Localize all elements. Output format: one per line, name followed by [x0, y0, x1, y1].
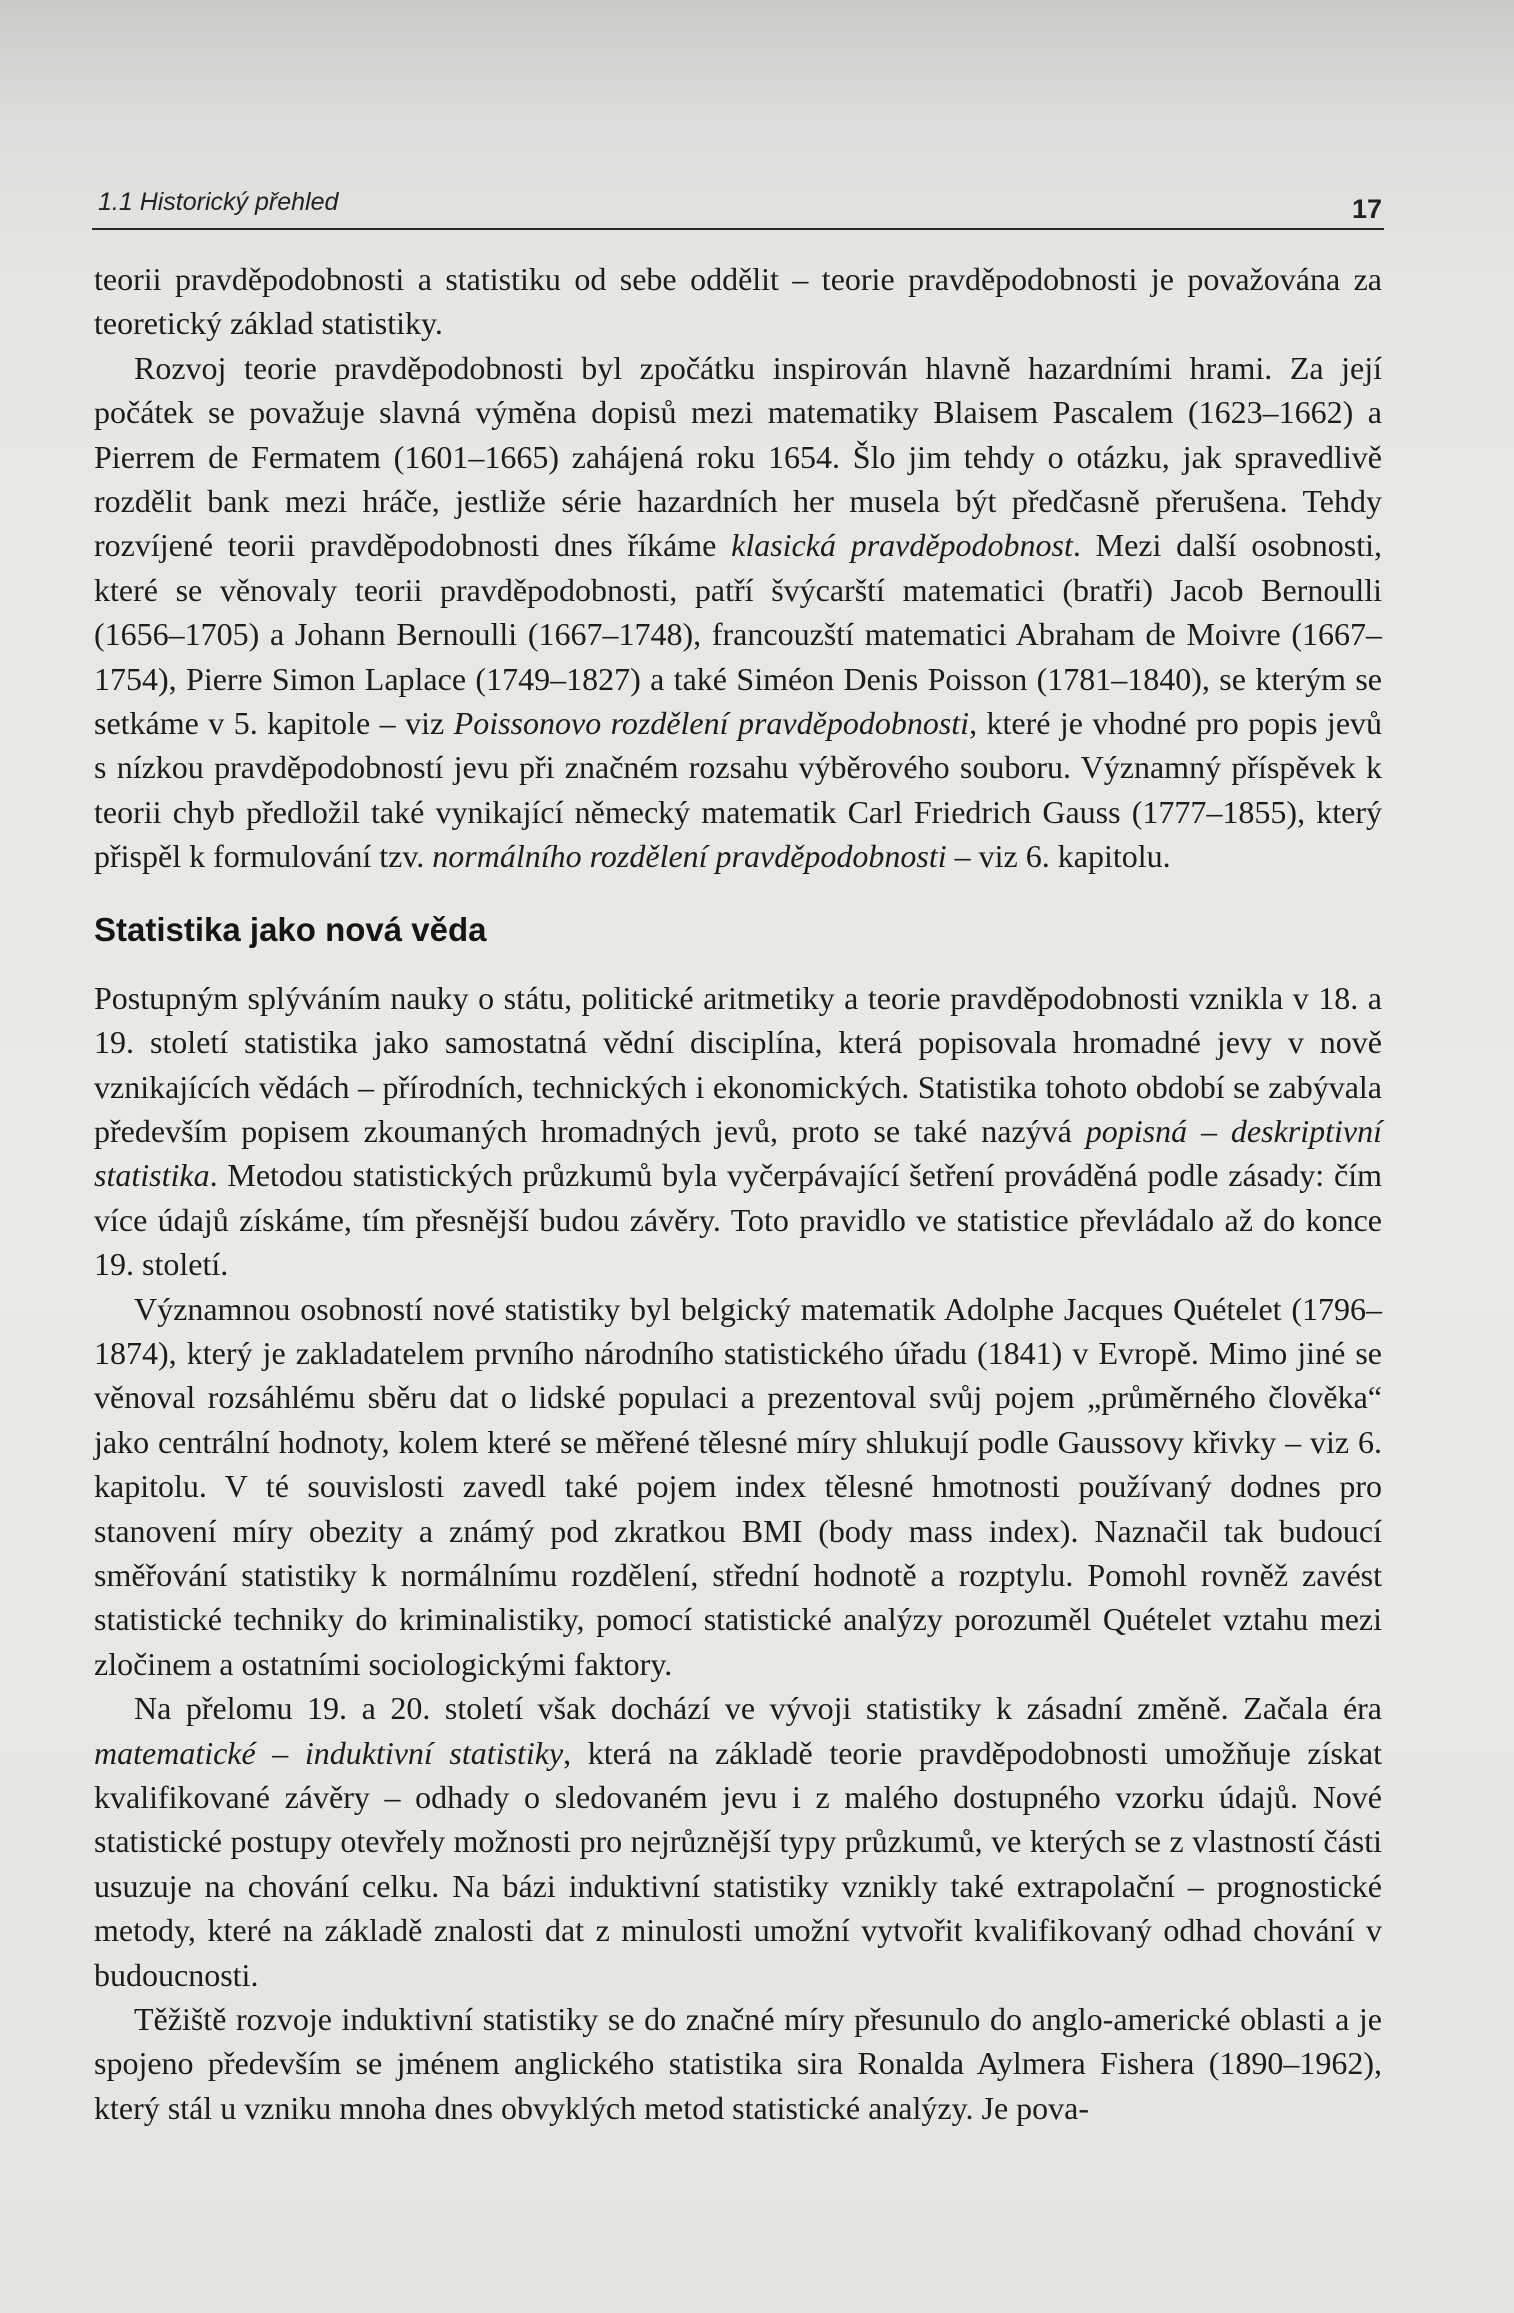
emphasized-term: matematické – induktivní statistiky [94, 1734, 564, 1771]
emphasized-term: popisná – deskriptivní statistika [94, 1112, 1383, 1194]
text-run: , která na základě teorie pravděpodobnosti umožňuje získat kvalifikované závěry – odhady o sledovaném jevu i z malého dostupného vzorku údajů. Nové statistické postupy otevřely možnosti pro nejrůznější typy průzkumů, ve kterých se z vlastností části usuzuje na chování celku. Na bázi induktivní statistiky vznikly také extrapolační – prognostické metody, které na základě znalosti dat z minulosti umožní vytvořit kvalifikovaný odhad chování v budoucnosti. [94, 1734, 1383, 1993]
section-heading: Statistika jako nová věda [94, 910, 487, 948]
running-header [92, 188, 1384, 230]
text-run: . Metodou statistických průzkumů byla vyčerpávající šetření prováděná podle zásady: čím více údajů získáme, tím přesnější budou závěry. Toto pravidlo ve statistice převládalo až do konce 19. století. [94, 1157, 1382, 1283]
page-number: 17 [1351, 194, 1382, 224]
paragraph-quetelet [94, 1287, 1382, 1687]
paragraph-continued [94, 257, 1382, 346]
section-title: 1.1 Historický přehled [98, 188, 339, 216]
text-run: Těžiště rozvoje induktivní statistiky se do značné míry přesunulo do anglo-americké oblasti a je spojeno především se jménem anglického statistika sira Ronalda Aylmera Fishera (1890–1962), který stál u vzniku mnoha dnes obvyklých metod statistické analýzy. Je pova- [94, 2001, 1382, 2126]
text-run: teorii pravděpodobnosti a statistiku od sebe oddělit – teorie pravděpodobnosti je považována za teoretický základ statistiky. [94, 261, 1382, 342]
text-run: Rozvoj teorie pravděpodobnosti byl zpočátku inspirován hlavně hazardními hrami. Za její počátek se považuje slavná výměna dopisů mezi matematiky Blaisem Pascalem (1623–1662) a Pierrem de Fermatem (1601–1665) zahájená roku 1654. Šlo jim tehdy o otázku, jak spravedlivě rozdělit bank mezi hráče, jestliže série hazardních her musela být předčasně přerušena. Tehdy rozvíjené teorii pravděpodobnosti dnes říkáme [94, 349, 1382, 564]
emphasized-term: klasická pravděpodobnost [731, 527, 1073, 564]
paragraph-inductive-statistics [94, 1686, 1382, 1997]
text-run: , které je vhodné pro popis jevů s nízkou pravděpodobností jevu při značném rozsahu výběrového souboru. Významný příspěvek k teorii chyb předložil také vynikající německý matematik Carl Friedrich Gauss (1777–1855), který přispěl k formulování tzv. [94, 705, 1383, 875]
paragraph-probability-history [94, 346, 1382, 879]
emphasized-term: Poissonovo rozdělení pravděpodobnosti [453, 705, 970, 742]
paragraph-fisher [94, 1997, 1382, 2130]
page-body [94, 257, 1382, 2130]
text-run: Významnou osobností nové statistiky byl belgický matematik Adolphe Jacques Quételet (1796–1874), který je zakladatelem prvního národního statistického úřadu (1841) v Evropě. Mimo jiné se věnoval rozsáhlému sběru dat o lidské populaci a prezentoval svůj pojem „průměrného člověka“ jako centrální hodnoty, kolem které se měřené tělesné míry shlukují podle Gaussovy křivky – viz 6. kapitolu. V té souvislosti zavedl také pojem index tělesné hmotnosti používaný dodnes pro stanovení míry obezity a známý pod zkratkou BMI (body mass index). Naznačil tak budoucí směřování statistiky k normálnímu rozdělení, střední hodnotě a rozptylu. Pomohl rovněž zavést statistické techniky do kriminalistiky, pomocí statistické analýzy porozuměl Quételet vztahu mezi zločinem a ostatními sociologickými faktory. [94, 1290, 1382, 1682]
paragraph-descriptive-statistics [94, 976, 1382, 1287]
emphasized-term: normálního rozdělení pravděpodobnosti [432, 838, 947, 875]
text-run: Na přelomu 19. a 20. století však dochází ve vývoji statistiky k zásadní změně. Začala éra [134, 1690, 1382, 1727]
text-run: – viz 6. kapitolu. [946, 838, 1171, 875]
text-run: . Mezi další osobnosti, které se věnovaly teorii pravděpodobnosti, patří švýcarští matematici (bratři) Jacob Bernoulli (1656–1705) a Johann Bernoulli (1667–1748), francouzští matematici Abraham de Moivre (1667–1754), Pierre Simon Laplace (1749–1827) a také Siméon Denis Poisson (1781–1840), se kterým se setkáme v 5. kapitole – viz [94, 527, 1383, 742]
text-run: Postupným splýváním nauky o státu, politické aritmetiky a teorie pravděpodobnosti vznikla v 18. a 19. století statistika jako samostatná vědní disciplína, která popisovala hromadné jevy v nově vznikajících vědách – přírodních, technických i ekonomických. Statistika tohoto období se zabývala především popisem zkoumaných hromadných jevů, proto se také nazývá [94, 979, 1382, 1149]
